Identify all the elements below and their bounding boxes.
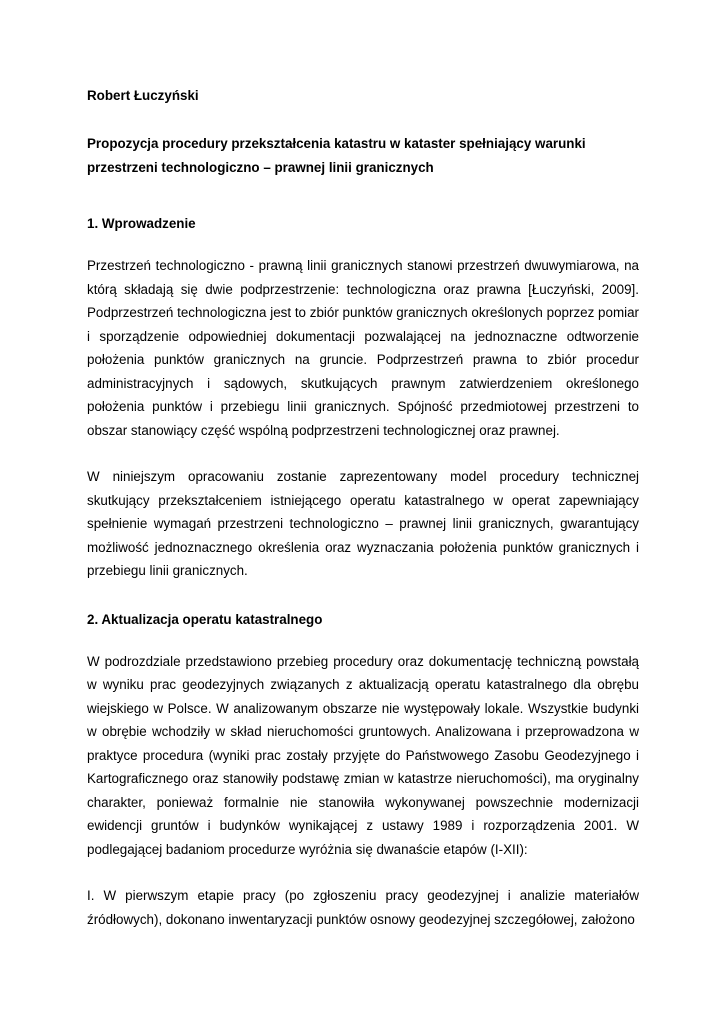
paragraph-introduction-1: Przestrzeń technologiczno - prawną linii granicznych stanowi przestrzeń dwuwymiarowa, na którą składają się dwie podprzestrzenie: technologiczna oraz prawna [Łuczyński, 2009]. Podprzestrzeń technologiczna jest to zbiór punktów granicznych określonych poprzez pomiar i sporządzenie odpowiedniej dokumentacji pozwalającej na jednoznaczne odtworzenie położenia punktów granicznych na gruncie. Podprzestrzeń prawna to zbiór procedur administracyjnych i sądowych, skutkujących prawnym zatwierdzeniem określonego położenia punktów i przebiegu linii granicznych. Spójność przedmiotowej przestrzeni to obszar stanowiący część wspólną podprzestrzeni technologicznej oraz prawnej.	[87, 258, 639, 438]
author-name: Robert Łuczyński	[87, 88, 199, 103]
paragraph-cadastre-update-2: I. W pierwszym etapie pracy (po zgłoszeniu pracy geodezyjnej i analizie materiałów źródłowych), dokonano inwentaryzacji punktów osnowy geodezyjnej szczegółowej, założono	[87, 888, 639, 927]
paragraph-cadastre-update-1: W podrozdziale przedstawiono przebieg procedury oraz dokumentację techniczną powstałą w wyniku prac geodezyjnych związanych z aktualizacją operatu katastralnego dla obrębu wiejskiego w Polsce. W analizowanym obszarze nie występowały lokale. Wszystkie budynki w obrębie wchodziły w skład nieruchomości gruntowych. Analizowana i przeprowadzona w praktyce procedura (wyniki prac zostały przyjęte do Państwowego Zasobu Geodezyjnego i Kartograficznego oraz stanowiły podstawę zmian w katastrze nieruchomości), ma oryginalny charakter, ponieważ formalnie nie stanowiła wykonywanej powszechnie modernizacji ewidencji gruntów i budynków wynikającej z ustawy 1989 i rozporządzenia 2001. W podlegającej badaniom procedurze wyróżnia się dwanaście etapów (I-XII):	[87, 653, 639, 857]
section-heading-introduction: 1. Wprowadzenie	[87, 216, 196, 231]
section-heading-cadastre-update: 2. Aktualizacja operatu katastralnego	[87, 611, 323, 627]
document-page	[87, 88, 639, 931]
paragraph-introduction-2: W niniejszym opracowaniu zostanie zaprezentowany model procedury technicznej skutkujący przekształceniem istniejącego operatu katastralnego w operat zapewniający spełnienie wymagań przestrzeni technologiczno – prawnej linii granicznych, gwarantujący możliwość jednoznacznego określenia oraz wyznaczania położenia punktów granicznych i przebiegu linii granicznych.	[87, 469, 639, 578]
document-title: Propozycja procedury przekształcenia katastru w kataster spełniający warunki przestrzeni technologiczno – prawnej linii granicznych	[87, 136, 586, 175]
